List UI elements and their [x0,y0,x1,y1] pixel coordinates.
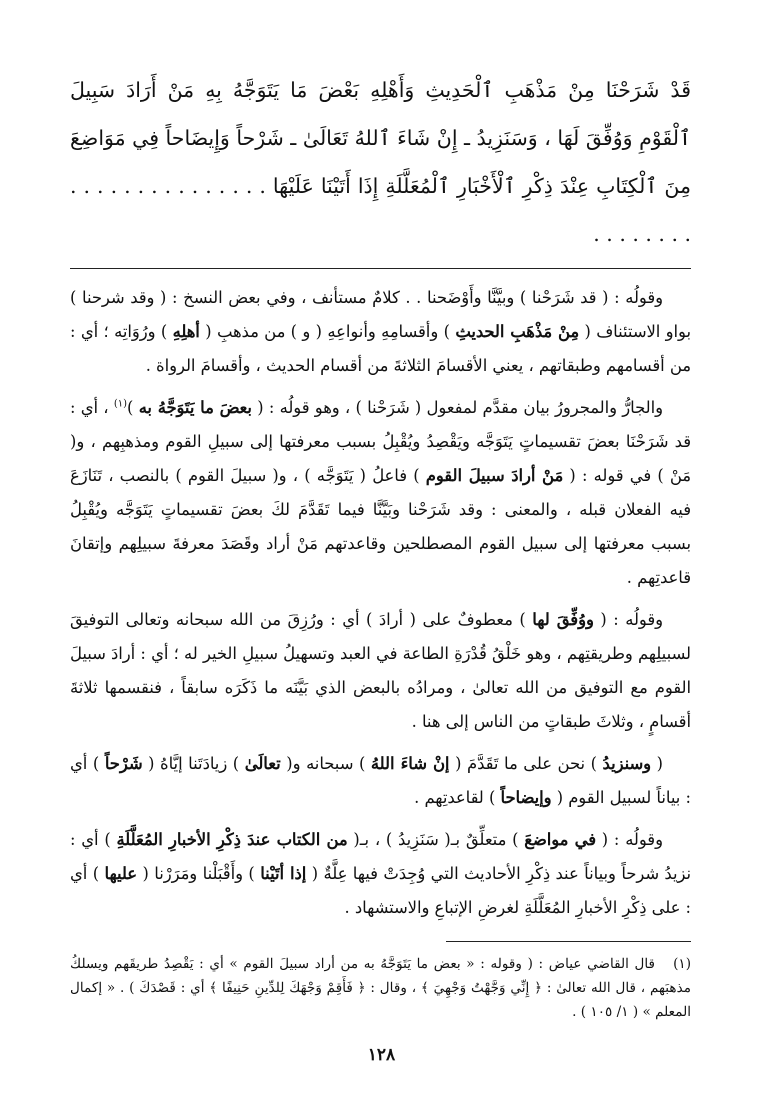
commentary-text: وقولُه : ( قد شَرَحْنا ) وبيَّنَّا وأَوْضَحنا . . كلامٌ مستأنف ، وفي بعض النسخ : ( وقد شرحنا ) بواو الاستئناف ( [70,288,691,341]
quoted-phrase: شَرْحاً [104,754,143,773]
footnote-text: قال القاضي عياض : ( وقوله : « بعض ما يَتَوَجَّهُ به من أراد سبيلَ القوم » أي : يَقْصِدُ طريقَهم ويسلكُ مذهبَهم ، قال الله تعالىٰ : ﴿ إِنِّي وَجَّهْتُ وَجْهِيَ ﴾ ، وقال : ﴿ فَأَقِمْ وَجْهَكَ لِلدِّينِ حَنِيفًا ﴾ أي : قَصْدَكَ ) . « إكمال المعلم » ( ١/ ١٠٥ ) . [70,956,691,1020]
commentary-text: ) متعلِّقٌ بـ( سَنَزِيدُ ) ، بـ( [353,830,519,849]
commentary-text: ) لقاعدتِهم . [414,788,496,807]
footnote-number: (١) [673,956,691,972]
commentary-text: ) [127,398,134,417]
quoted-phrase: إذا أتَيْنا [260,864,307,883]
page-number: ١٢٨ [367,1045,396,1065]
quoted-phrase: عليها [104,864,137,883]
footnote-divider [446,941,691,942]
quoted-phrase: مَنْ أرادَ سبيلَ القوم [425,466,564,485]
commentary-paragraph-5 [70,823,691,925]
commentary-text: ، أي : قد شَرَحْنَا بعضَ تقسيماتٍ يَتَوَجَّه ويَقْصِدُ ويُقْبِلُ بسبب معرفتها إلى سبيلِ القوم ومذهبِهم ، و( مَنْ ) في قوله : ( [70,398,691,485]
commentary-text: وقولُه : ( [600,610,663,629]
commentary-paragraph-4 [70,747,691,815]
commentary-text: ) أي : على ذِكْرِ الأخبارِ المُعَلَّلَةِ لغرضِ الإتباعِ والاستشهاد . [70,864,691,917]
commentary-text: ) أي : نزيدُ شرحاً وبياناً عند ذِكْرِ الأحاديث التي وُجِدَتْ فيها عِلَّةٌ ( [70,830,692,883]
commentary-text: ) وأقسامِهِ وأنواعِهِ ( و ) من مذهبِ ( [205,322,450,341]
main-text-dots: . . . . . . . . . . . . . . . . . . . . . . . [70,174,691,246]
commentary-text: ) معطوفٌ على ( أرادَ ) أي : ورُزِقَ من الله سبحانه وتعالى التوفيقَ لسبيلِهم وطريقتِهم ، وهو خَلْقُ قُدْرَةِ الطاعة في العبد وتسهيلُ سبيلِ الخير له ؛ أي : أرادَ سبيلَ القوم مع التوفيق من الله تعالىٰ ، ومرادُه بالبعض الذي بَيَّنَه ما ذَكَرَه سابقاً ، فنقسمها ثلاثةَ أقسامٍ ، وثلاثَ طبقاتٍ من الناس إلى هنا . [70,610,691,731]
commentary-text: ) فاعلُ ( يَتَوَجَّه ) ، و( سبيلَ القوم ) بالنصب ، تَنَازَعَ فيه الفعلان قبله ، والمعنى : وقد شَرَحْنا وبَيَّنَّا فيما تَقَدَّمَ لكَ بعضَ تقسيماتٍ يَتَوَجَّه ويُقْبِلُ بسبب معرفتها إلى سبيل القوم المصطلحين وقاعدتهم مَنْ أراد وقَصَدَ معرفةَ سبيلِهم وإتقانَ قاعدتِهم . [70,466,691,587]
quoted-phrase: أهلِهِ [172,322,200,341]
page-body [70,66,691,1024]
commentary [70,281,691,925]
main-text [70,66,691,258]
commentary-paragraph-3 [70,603,691,739]
quoted-phrase: تعالَىٰ [244,754,281,773]
quoted-phrase: وسنزيدُ [602,754,652,773]
commentary-text: ) أي : بياناً لسبيل القوم ( [70,754,691,807]
footnote-reference[interactable]: (١) [113,398,128,410]
footnote [70,952,691,1024]
commentary-text: ) زيادَتَنا إيَّاهُ ( [148,754,240,773]
commentary-text: ) وأَقْبَلْنا ومَرَرْنا ( [142,864,255,883]
commentary-text: ( [656,754,663,773]
quoted-phrase: ووُفِّقَ لها [532,610,594,629]
quoted-phrase: بعضَ ما يَتَوَجَّهُ به [138,398,252,417]
commentary-text: ) ورُوَاتِه ؛ أي : من أقسامهم وطبقاتهم ، يعني الأقسامَ الثلاثةَ من أقسام الحديث ، وأقسامَ الرواة . [70,322,691,375]
commentary-text: والجارُّ والمجرورُ بيان مقدَّم لمفعول ( شَرَحْنا ) ، وهو قولُه : ( [257,398,663,417]
quoted-phrase: وإيضاحاً [500,788,552,807]
main-text-body: قَدْ شَرَحْنَا مِنْ مَذْهَبِ ٱلْحَدِيثِ وَأَهْلِهِ بَعْضَ مَا يَتَوَجَّهُ بِهِ مَنْ أَرَادَ سَبِيلَ ٱلْقَوْمِ وَوُفِّقَ لَهَا ، وَسَنَزِيدُ ـ إِنْ شَاءَ ٱللهُ تَعَالَىٰ ـ شَرْحاً وَإِيضَاحاً فِي مَوَاضِعَ مِنَ ٱلْكِتَابِ عِنْدَ ذِكْرِ ٱلْأَخْبَارِ ٱلْمُعَلَّلَةِ إِذَا أَتَيْنَا عَلَيْهَا [70,78,691,198]
quoted-phrase: مِنْ مَذْهَبِ الحديثِ [455,322,580,341]
quoted-phrase: من الكتاب عندَ ذِكْرِ الأخبارِ المُعَلَّلَةِ [116,830,348,849]
quoted-phrase: إنْ شاءَ اللهُ [370,754,450,773]
text-divider [70,268,691,269]
commentary-paragraph-2 [70,391,691,595]
commentary-text: ) سبحانه و( [286,754,366,773]
commentary-text: وقولُه : ( [601,830,663,849]
quoted-phrase: في مواضعَ [524,830,597,849]
commentary-paragraph-1 [70,281,691,383]
commentary-text: ) نحن على ما تَقَدَّمَ ( [455,754,597,773]
